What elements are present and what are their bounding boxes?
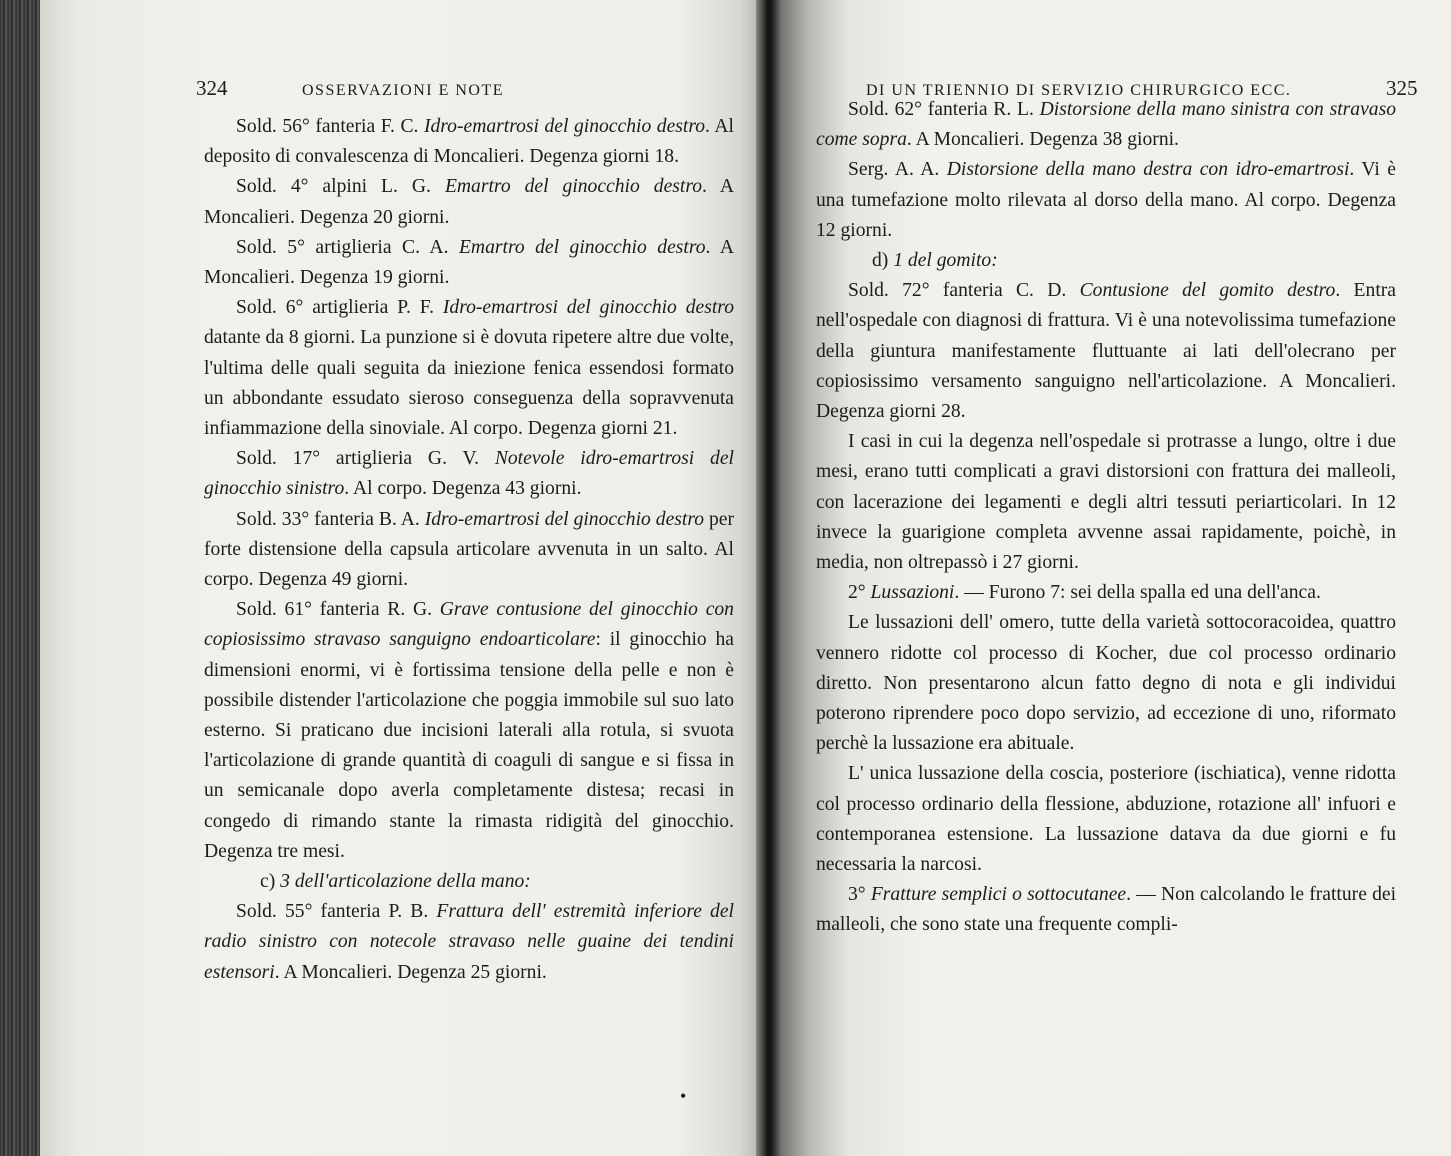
right-page	[768, 0, 1451, 1156]
paragraph	[816, 95, 1396, 155]
left-page-body	[204, 112, 734, 988]
paragraph-tail: . — Non calcolando le fratture dei malleoli, che sono state una frequente compli-	[816, 884, 1397, 936]
paragraph-lead: Serg. A. A.	[848, 159, 947, 181]
paragraph-italic: Idro-emartrosi del ginocchio destro	[423, 116, 706, 137]
paragraph-lead: Sold. 61° fanteria R. G.	[236, 599, 440, 621]
paragraph-lead: Sold. 17° artiglieria G. V.	[236, 448, 495, 470]
paragraph-italic: Fratture semplici o sottocutanee	[870, 884, 1127, 906]
left-page	[40, 0, 768, 1156]
paragraph	[204, 867, 734, 897]
paragraph-lead: L' unica lussazione della coscia, posteriore (ischiatica), venne ridotta col processo ordinario della flessione, abduzione, rotazione all' infuori e contemporanea estensione. La lussazione datava da due giorni e fu necessaria la narcosi.	[816, 763, 1396, 876]
paragraph-tail: . A Moncalieri. Degenza 25 giorni.	[274, 961, 547, 983]
paragraph-tail: . Al corpo. Degenza 43 giorni.	[344, 478, 582, 500]
paragraph-tail: . Vi è una tumefazione molto rilevata al dorso della mano. Al corpo. Degenza 12 giorni.	[816, 159, 1396, 241]
paragraph-italic: Lussazioni	[870, 582, 955, 604]
paragraph-lead: Sold. 33° fanteria B. A.	[236, 508, 425, 530]
running-head-left: OSSERVAZIONI E NOTE	[302, 82, 505, 99]
paragraph-italic: Contusione del gomito destro	[1079, 280, 1336, 302]
paragraph-italic: Emartro del ginocchio destro	[458, 236, 706, 258]
paragraph-tail: . Al deposito di convalescenza di Moncalieri. Degenza giorni 18.	[204, 116, 734, 168]
paragraph-tail: . A Moncalieri. Degenza 38 giorni.	[906, 129, 1179, 151]
paragraph	[204, 897, 734, 988]
ink-speck: •	[680, 1086, 687, 1106]
paragraph-italic: 3 dell'articolazione della mano:	[280, 871, 531, 893]
paragraph	[816, 427, 1396, 578]
paragraph-lead: Sold. 55° fanteria P. B.	[236, 901, 437, 923]
paragraph-tail: . — Furono 7: sei della spalla ed una dell'anca.	[954, 582, 1321, 604]
paragraph-lead: Sold. 4° alpini L. G.	[236, 176, 445, 198]
book-binding-edge	[0, 0, 40, 1156]
paragraph	[816, 276, 1396, 427]
paragraph	[816, 759, 1396, 880]
paragraph	[816, 608, 1396, 759]
paragraph-italic: Grave contusione del ginocchio con copiosissimo stravaso sanguigno endoarticolare	[204, 599, 734, 651]
paragraph-italic: Distorsione della mano sinistra con stravaso come sopra	[816, 99, 1396, 151]
paragraph-tail: . A Moncalieri. Degenza 20 giorni.	[204, 176, 734, 228]
book-gutter	[756, 0, 782, 1156]
paragraph-lead: Le lussazioni dell' omero, tutte della varietà sottocoracoidea, quattro vennero ridotte col processo di Kocher, due col processo ordinario diretto. Non presentarono alcun fatto degno di nota e gli individui poterono riprendere poco dopo servizio, ad eccezione di uno, riformato perchè la lussazione era abituale.	[816, 612, 1396, 755]
paragraph	[204, 112, 734, 172]
paragraph-lead: Sold. 6° artiglieria P. F.	[236, 297, 443, 319]
paragraph-tail: datante da 8 giorni. La punzione si è dovuta ripetere altre due volte, l'ultima delle quali seguita da iniezione fenica essendosi formato un abbondante essudato sieroso conseguenza della sopravvenuta infiammazione della sinoviale. Al corpo. Degenza giorni 21.	[204, 327, 734, 440]
paragraph-lead: I casi in cui la degenza nell'ospedale si protrasse a lungo, oltre i due mesi, erano tutti complicati a gravi distorsioni con frattura dei malleoli, con lacerazione dei legamenti e degli altri tessuti periarticolari. In 12 invece la guarigione completa avvenne assai rapidamente, poichè, in media, non oltrepassò i 27 giorni.	[816, 431, 1396, 574]
paragraph-lead: Sold. 72° fanteria C. D.	[848, 280, 1080, 302]
running-head-right: DI UN TRIENNIO DI SERVIZIO CHIRURGICO ECC.	[866, 82, 1292, 99]
paragraph	[816, 246, 1396, 276]
paragraph-italic: Idro-emartrosi del ginocchio destro	[424, 508, 705, 530]
paragraph	[204, 505, 734, 596]
paragraph-lead: c)	[260, 871, 281, 893]
paragraph	[204, 293, 734, 444]
paragraph-lead: 2°	[848, 582, 871, 604]
paragraph-lead: Sold. 62° fanteria R. L.	[848, 99, 1040, 120]
paragraph-lead: Sold. 56° fanteria F. C.	[236, 116, 424, 137]
paragraph-lead: d)	[872, 250, 894, 272]
paragraph-tail: . Entra nell'ospedale con diagnosi di frattura. Vi è una notevolissima tumefazione della giuntura manifestamente fluttuante ai lati dell'olecrano per copiosissimo versamento sanguigno nell'articolazione. A Moncalieri. Degenza giorni 28.	[816, 280, 1396, 423]
paragraph-italic: Frattura dell' estremità inferiore del radio sinistro con notecole stravaso nelle guaine dei tendini estensori	[204, 901, 734, 983]
page-number-left: 324	[196, 76, 228, 100]
paragraph-italic: Notevole idro-emartrosi del ginocchio sinistro	[204, 448, 734, 500]
paragraph-italic: Distorsione della mano destra con idro-emartrosi	[946, 159, 1350, 181]
paragraph-tail: per forte distensione della capsula articolare avvenuta in un salto. Al corpo. Degenza 49 giorni.	[204, 508, 735, 591]
paragraph-italic: 1 del gomito:	[893, 250, 998, 272]
paragraph	[816, 578, 1396, 608]
paragraph-italic: Emartro del ginocchio destro	[444, 176, 703, 198]
paragraph	[816, 155, 1396, 246]
right-page-body	[816, 95, 1396, 941]
paragraph-italic: Idro-emartrosi del ginocchio destro	[442, 297, 734, 319]
paragraph-tail: : il ginocchio ha dimensioni enormi, vi è fortissima tensione della pelle e non è possibile distender l'articolazione che poggia immobile sul suo lato esterno. Si praticano due incisioni laterali alla rotula, si svuota l'articolazione di grande quantità di coaguli di sangue e si fissa in un semicanale dopo averla completamente distesa; recasi in congedo di rimando stante la rimasta ridigità del ginocchio. Degenza tre mesi.	[204, 629, 734, 862]
paragraph-tail: . A Moncalieri. Degenza 19 giorni.	[204, 236, 734, 289]
paragraph	[816, 880, 1396, 940]
paragraph	[204, 444, 734, 504]
paragraph	[204, 172, 734, 232]
page-number-right: 325	[1386, 76, 1418, 100]
paragraph	[204, 595, 734, 867]
paragraph-lead: Sold. 5° artiglieria C. A.	[236, 236, 459, 258]
paragraph-lead: 3°	[848, 884, 871, 906]
paragraph	[204, 233, 734, 293]
